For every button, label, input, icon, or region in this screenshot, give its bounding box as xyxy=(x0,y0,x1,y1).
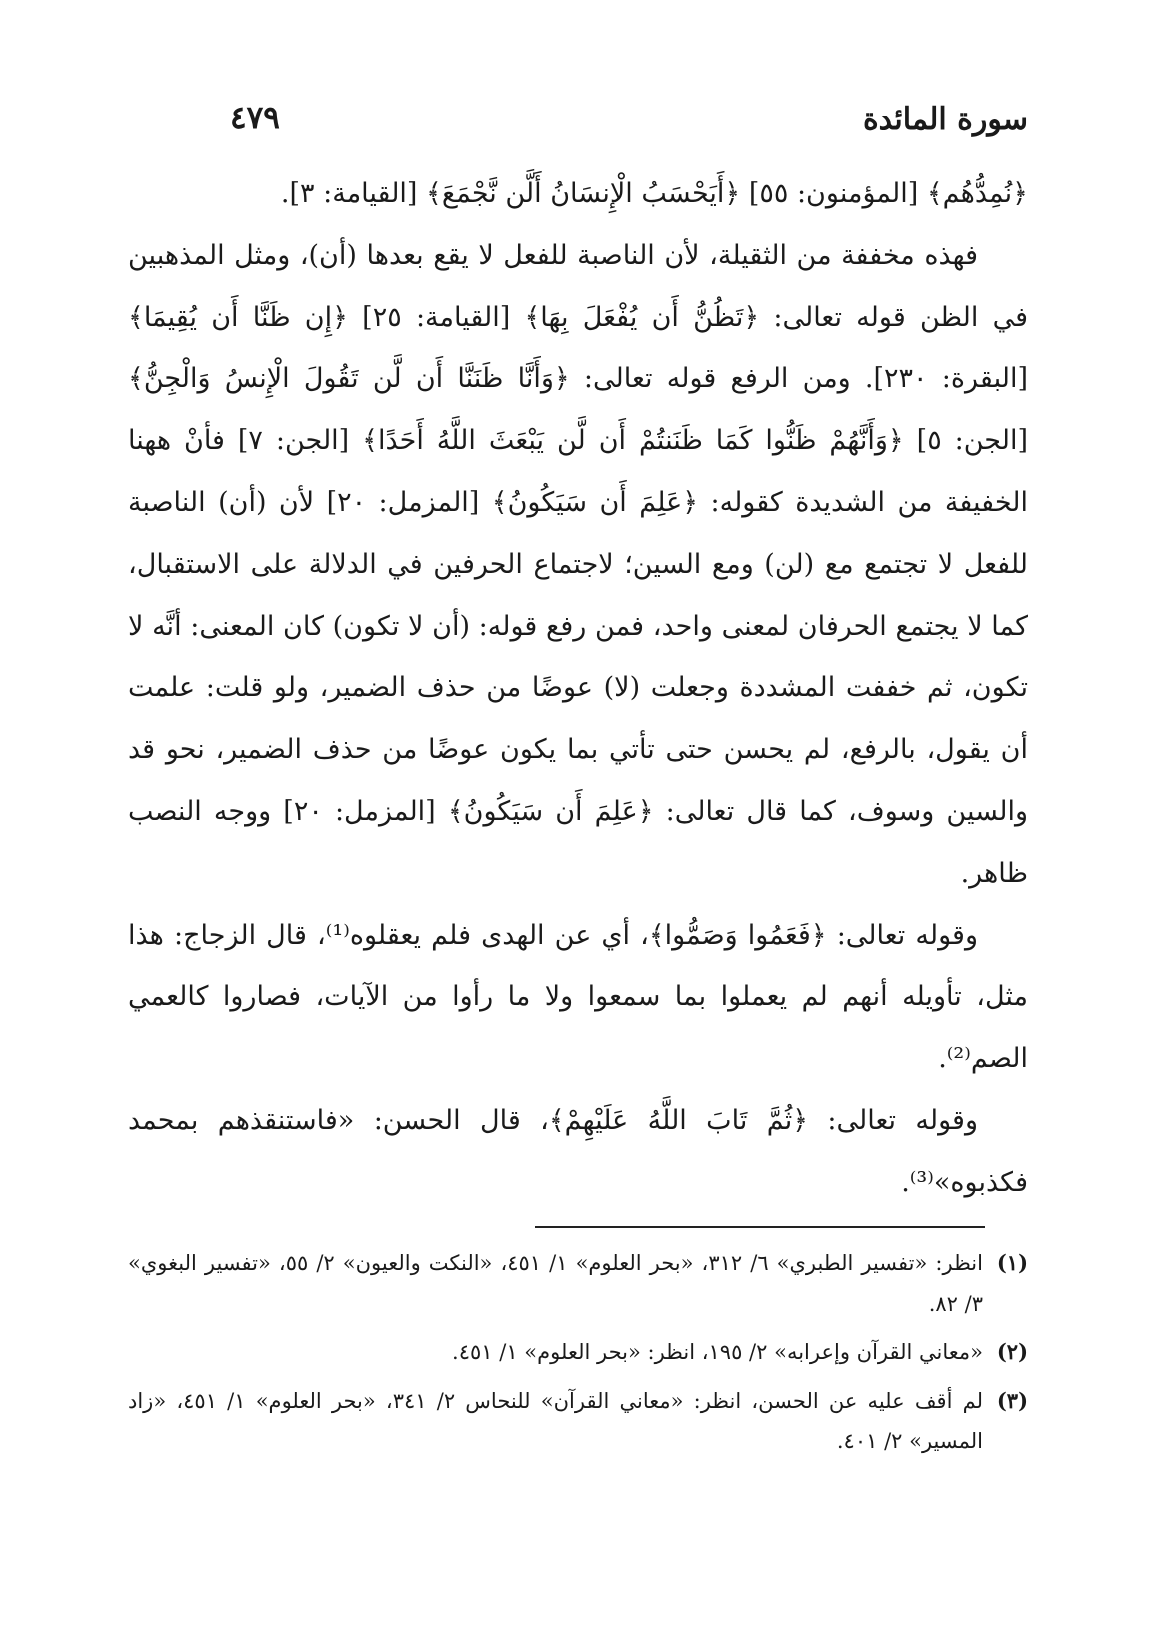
surah-title: سورة المائدة xyxy=(862,102,1028,137)
footnote-number: (٣) xyxy=(996,1387,1028,1413)
paragraph-zann: فهذه مخففة من الثقيلة، لأن الناصبة للفعل لا يقع بعدها (أن)، ومثل المذهبين في الظن قوله تعالى: ﴿تَظُنُّ أَن يُفْعَلَ بِهَا﴾ [القيامة: ٢٥] ﴿إِن ظَنَّا أَن يُقِيمَا﴾ [البقرة: ٢٣٠]. ومن الرفع قوله تعالى: ﴿وَأَنَّا ظَنَنَّا أَن لَّن تَقُولَ الْإِنسُ وَالْجِنُّ﴾ [الجن: ٥] ﴿وَأَنَّهُمْ ظَنُّوا كَمَا ظَنَنتُمْ أَن لَّن يَبْعَثَ اللَّهُ أَحَدًا﴾ [الجن: ٧] فأنْ ههنا الخفيفة من الشديدة كقوله: ﴿عَلِمَ أَن سَيَكُونُ﴾ [المزمل: ٢٠] لأن (أن) الناصبة للفعل لا تجتمع مع (لن) ومع السين؛ لاجتماع الحرفين في الدلالة على الاستقبال، كما لا يجتمع الحرفان لمعنى واحد، فمن رفع قوله: (أن لا تكون) كان المعنى: أنَّه لا تكون، ثم خففت المشددة وجعلت (لا) عوضًا من حذف الضمير، ولو قلت: علمت أن يقول، بالرفع، لم يحسن حتى تأتي بما يكون عوضًا من حذف الضمير، نحو قد والسين وسوف، كما قال تعالى: ﴿عَلِمَ أَن سَيَكُونُ﴾ [المزمل: ٢٠] ووجه النصب ظاهر. xyxy=(128,239,1028,889)
footnotes xyxy=(128,1243,1028,1470)
paragraph-tabullahu: وقوله تعالى: ﴿ثُمَّ تَابَ اللَّهُ عَلَيْهِمْ﴾، قال الحسن: «فاستنقذهم بمحمد فكذبوه»⁽³⁾. xyxy=(128,1104,1028,1198)
footnote-text: لم أقف عليه عن الحسن، انظر: «معاني القرآن» للنحاس ٢/ ٣٤١، «بحر العلوم» ١/ ٤٥١، «زاد المسير» ٢/ ٤٠١. xyxy=(128,1388,983,1453)
footnote-item xyxy=(128,1243,1028,1324)
footnote-item xyxy=(128,1381,1028,1462)
page-number: ٤٧٩ xyxy=(230,100,280,136)
footnote-item xyxy=(128,1332,1028,1373)
footnote-number: (٢) xyxy=(996,1339,1028,1364)
footnote-text: انظر: «تفسير الطبري» ٦/ ٣١٢، «بحر العلوم» ١/ ٤٥١، «النكت والعيون» ٢/ ٥٥، «تفسير البغوي» ٣/ ٨٢. xyxy=(128,1251,983,1316)
main-text xyxy=(128,163,1028,1214)
paragraph-amu-wa-sammu: وقوله تعالى: ﴿فَعَمُوا وَصَمُّوا﴾، أي عن الهدى فلم يعقلوه⁽¹⁾، قال الزجاج: هذا مثل، تأويله أنهم لم يعملوا بما سمعوا ولا ما رأوا من الآيات، فصاروا كالعمي الصم⁽²⁾. xyxy=(128,919,1028,1075)
footnote-number: (١) xyxy=(996,1250,1028,1275)
footnote-text: «معاني القرآن وإعرابه» ٢/ ١٩٥، انظر: «بحر العلوم» ١/ ٤٥١. xyxy=(452,1340,983,1364)
footnote-divider xyxy=(535,1226,985,1228)
paragraph-continuation: ﴿نُمِدُّهُم﴾ [المؤمنون: ٥٥] ﴿أَيَحْسَبُ الْإِنسَانُ أَلَّن نَّجْمَعَ﴾ [القيامة: ٣]. xyxy=(280,178,1028,209)
page-header xyxy=(230,100,1028,150)
